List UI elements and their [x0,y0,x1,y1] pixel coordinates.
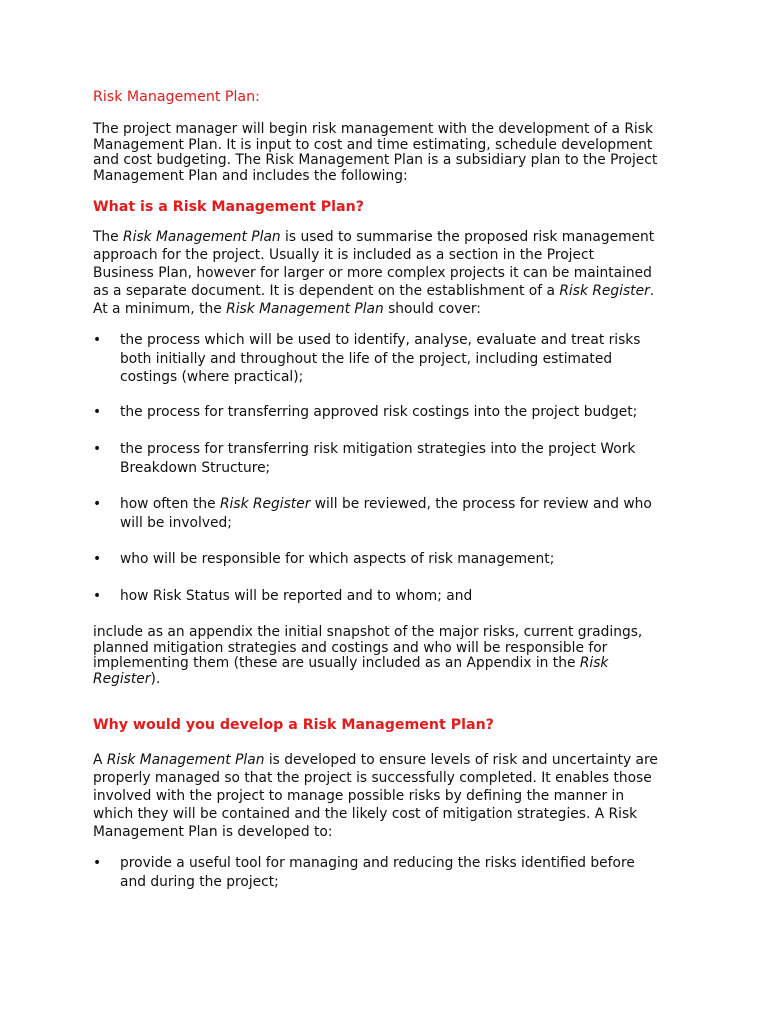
what-paragraph [93,228,703,318]
list-item-text: the process for transferring approved risk costings into the project budget; [120,404,638,420]
what-line: At a minimum, the Risk Management Plan should cover: [93,301,481,317]
intro-line: and cost budgeting. The Risk Management Plan is a subsidiary plan to the Project [93,152,658,168]
list-item-text: the process for transferring risk mitigation strategies into the project Work Breakdown Structure; [120,441,636,476]
list-item-text: provide a useful tool for managing and reducing the risks identified before and during the project; [120,855,635,890]
bullet-icon: • [93,332,102,348]
bullet-icon: • [93,496,102,512]
what-line: approach for the project. Usually it is included as a section in the Project [93,247,594,263]
list-item-text: the process which will be used to identify, analyse, evaluate and treat risks both initially and throughout the life of the project, including estimated costings (where practical); [120,332,641,385]
list-item-text: who will be responsible for which aspects of risk management; [120,551,555,567]
what-line: The Risk Management Plan is used to summarise the proposed risk management [93,229,655,245]
intro-paragraph [93,122,693,184]
bullet-icon: • [93,588,102,604]
intro-line: Management Plan and includes the following: [93,167,408,184]
intro-line: Management Plan. It is input to cost and time estimating, schedule development [93,136,653,153]
appendix-paragraph: include as an appendix the initial snapshot of the major risks, current gradings, planned mitigation strategies and costings and who will be responsible for implementing them (these are usually included as an Appendix in the Risk Register). [93,624,643,687]
what-line: Business Plan, however for larger or more complex projects it can be maintained [93,265,652,281]
bullet-icon: • [93,551,102,567]
what-line: as a separate document. It is dependent on the establishment of a Risk Register. [93,283,655,299]
section-heading-why: Why would you develop a Risk Management Plan? [93,717,494,733]
bullet-icon: • [93,855,102,871]
why-paragraph: A Risk Management Plan is developed to ensure levels of risk and uncertainty are properly managed so that the project is successfully completed. It enables those involved with the project to manage possible risks by defining the manner in which they will be contained and the likely cost of mitigation strategies. A Risk Management Plan is developed to: [93,752,658,840]
bullet-icon: • [93,441,102,457]
list-item-text: how often the Risk Register will be reviewed, the process for review and who will be involved; [120,496,652,531]
intro-line: The project manager will begin risk management with the development of a Risk [93,121,653,137]
bullet-icon: • [93,404,102,420]
section-heading-what: What is a Risk Management Plan? [93,199,364,215]
list-item-text: how Risk Status will be reported and to whom; and [120,588,473,604]
page-title: Risk Management Plan: [93,89,260,105]
